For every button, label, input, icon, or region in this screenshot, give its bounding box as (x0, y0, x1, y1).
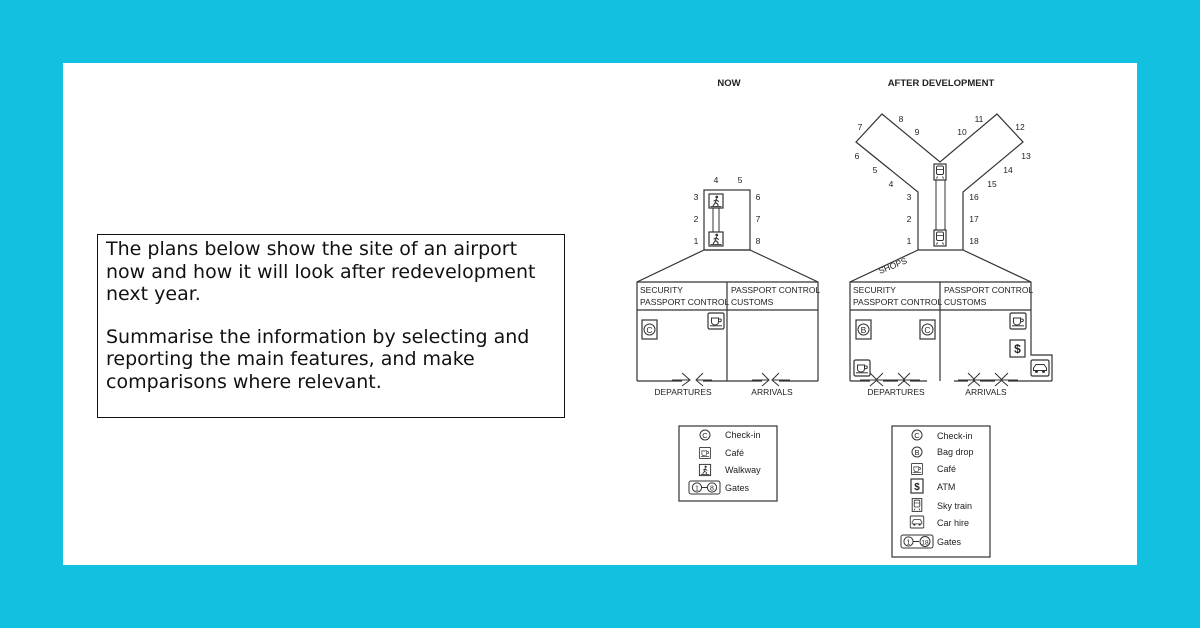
after-gate-9: 9 (914, 127, 920, 137)
now-plan (637, 78, 821, 501)
atm-icon (1010, 340, 1025, 357)
now-gate-7: 7 (755, 214, 761, 224)
legend-carhire: Car hire (937, 518, 970, 528)
sky-train-icon (912, 499, 922, 512)
after-gate-4: 4 (888, 179, 894, 189)
after-gate-10: 10 (957, 127, 967, 137)
walkway-icon (709, 232, 723, 246)
now-passport-control-left: PASSPORT CONTROL (640, 297, 730, 307)
cafe-icon (854, 360, 870, 376)
now-security-label: SECURITY (640, 285, 683, 295)
shops-label: SHOPS (877, 255, 909, 276)
after-plan (850, 78, 1052, 557)
after-gate-5: 5 (872, 165, 878, 175)
now-gate-8: 8 (755, 236, 761, 246)
legend-gates: Gates (937, 537, 962, 547)
atm-icon: $ (914, 482, 920, 493)
after-gate-3: 3 (906, 192, 912, 202)
legend-cafe: Café (725, 448, 745, 458)
after-security-label: SECURITY (853, 285, 896, 295)
svg-text:C: C (914, 431, 920, 441)
bag-drop-icon (856, 320, 871, 339)
after-gate-15: 15 (987, 179, 997, 189)
after-gate-1: 1 (906, 236, 912, 246)
walkway-icon (709, 194, 723, 208)
legend-checkin: Check-in (937, 431, 973, 441)
now-gate-3: 3 (693, 192, 699, 202)
svg-text:1: 1 (906, 539, 911, 547)
legend-cafe: Café (937, 464, 957, 474)
legend-gates: Gates (725, 483, 750, 493)
after-gate-12: 12 (1015, 122, 1025, 132)
task-paragraph-1: The plans below show the site of an airport now and how it will look after redevelopment next year. (106, 238, 536, 305)
svg-text:8: 8 (710, 485, 714, 493)
car-hire-icon (910, 516, 924, 528)
after-gate-16: 16 (969, 192, 979, 202)
walkway-icon (699, 464, 710, 475)
now-passport-control-right: PASSPORT CONTROL (731, 285, 821, 295)
cafe-icon (1010, 313, 1026, 329)
after-customs-label: CUSTOMS (944, 297, 987, 307)
departures-arrows (672, 373, 712, 386)
task-paragraph-2: Summarise the information by selecting and reporting the main features, and make comparisons where relevant. (106, 325, 530, 393)
now-gate-1: 1 (693, 236, 699, 246)
after-departures-label: DEPARTURES (867, 387, 925, 397)
after-legend (892, 426, 990, 557)
svg-text:C: C (924, 324, 931, 335)
after-arrivals-label: ARRIVALS (965, 387, 1007, 397)
cafe-icon (699, 447, 710, 458)
departures-arrows (888, 373, 920, 386)
legend-checkin: Check-in (725, 430, 761, 440)
now-gate-6: 6 (755, 192, 761, 202)
svg-text:18: 18 (921, 539, 929, 547)
after-gate-6: 6 (854, 151, 860, 161)
cafe-icon (708, 313, 724, 329)
svg-text:B: B (914, 448, 920, 458)
now-gate-4: 4 (713, 175, 719, 185)
after-title: AFTER DEVELOPMENT (887, 78, 995, 89)
check-in-icon (920, 320, 935, 339)
after-gate-17: 17 (969, 214, 979, 224)
svg-text:$: $ (1014, 342, 1021, 356)
now-legend (679, 426, 777, 501)
cafe-icon (911, 463, 922, 474)
svg-text:B: B (860, 324, 867, 335)
arrivals-arrows (985, 373, 1018, 386)
now-departures-label: DEPARTURES (654, 387, 712, 397)
after-gate-14: 14 (1003, 165, 1013, 175)
svg-text:C: C (646, 324, 653, 335)
after-gate-2: 2 (906, 214, 912, 224)
after-gate-13: 13 (1021, 151, 1031, 161)
legend-skytrain: Sky train (937, 501, 973, 511)
now-gate-2: 2 (693, 214, 699, 224)
after-passport-control-left: PASSPORT CONTROL (853, 297, 943, 307)
sky-train-icon (934, 164, 946, 180)
legend-walkway: Walkway (725, 465, 761, 475)
after-gate-8: 8 (898, 114, 904, 124)
after-gate-7: 7 (857, 122, 863, 132)
now-arrivals-label: ARRIVALS (751, 387, 793, 397)
after-gate-11: 11 (974, 114, 984, 124)
legend-bagdrop: Bag drop (937, 447, 974, 457)
svg-text:1: 1 (695, 485, 699, 493)
check-in-icon (642, 320, 657, 339)
after-gate-18: 18 (969, 236, 979, 246)
arrivals-arrows (752, 373, 790, 386)
svg-text:C: C (702, 431, 708, 441)
after-passport-control-right: PASSPORT CONTROL (944, 285, 1034, 295)
now-gate-5: 5 (737, 175, 743, 185)
car-hire-icon (1031, 360, 1049, 376)
legend-atm: ATM (937, 482, 956, 492)
now-title: NOW (717, 78, 741, 89)
sky-train-icon (934, 230, 946, 246)
now-customs-label: CUSTOMS (731, 297, 774, 307)
